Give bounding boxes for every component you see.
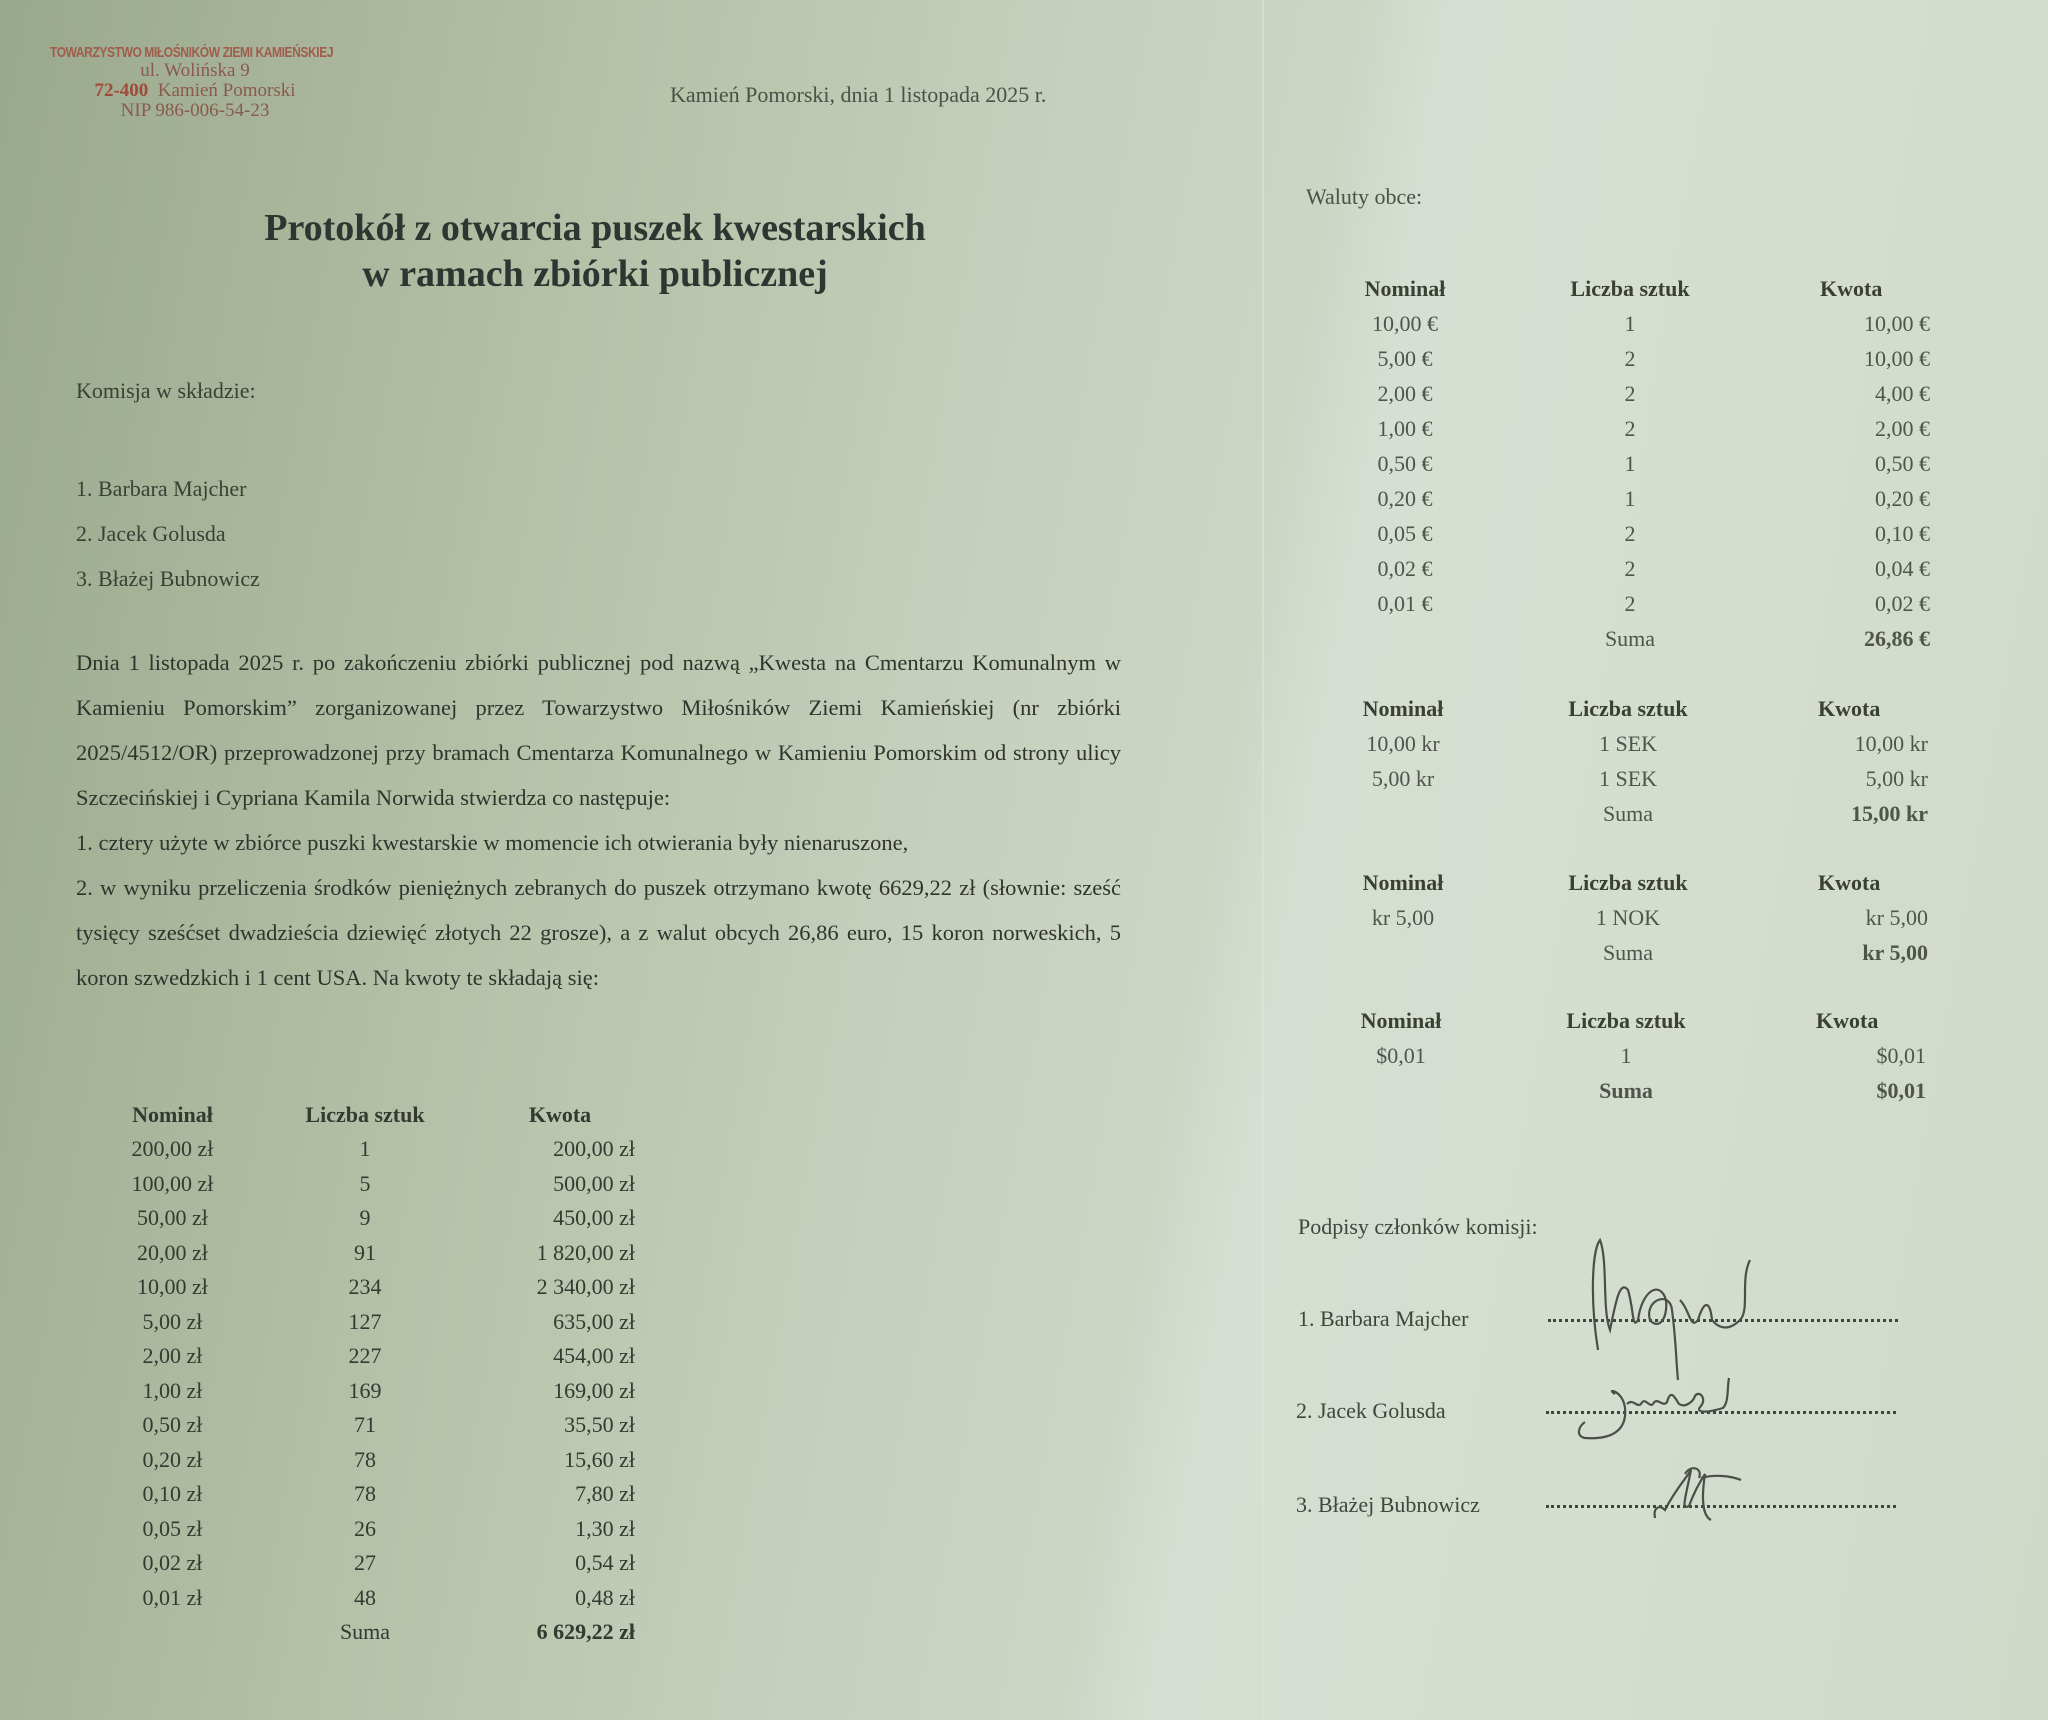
cell-count: 2: [1624, 555, 1636, 581]
table-row: [100, 1132, 635, 1167]
cell-amount: 4,00 €: [1875, 380, 1930, 406]
table-row: [1330, 586, 1930, 621]
sum-label: Suma: [339, 1619, 391, 1645]
stamp-postal-code: 72-400: [94, 80, 149, 101]
committee-label: Komisja w składzie:: [76, 378, 256, 403]
cell-amount: 0,50 €: [1875, 450, 1930, 476]
header-nominal: Nominał: [1362, 870, 1444, 895]
cell-count: 227: [348, 1343, 382, 1369]
cell-count: 1: [1624, 310, 1636, 336]
cell-count: 1: [1624, 485, 1636, 511]
sek-table-body: [1328, 726, 1928, 831]
table-row: [1326, 1038, 1926, 1073]
cell-nominal: 0,02 €: [1377, 555, 1433, 581]
organization-stamp: [50, 44, 340, 121]
table-row: [1328, 761, 1928, 796]
body-point-1: 1. cztery użyte w zbiórce puszki kwestarskie w momencie ich otwierania były nienaruszone,: [76, 830, 909, 855]
stamp-city-line: [50, 81, 340, 101]
table-header-row: [100, 1098, 635, 1132]
cell-count: 71: [354, 1412, 376, 1438]
sek-table: [1328, 692, 1928, 831]
table-row: [1328, 726, 1928, 761]
sum-row: [100, 1615, 635, 1650]
cell-nominal: 10,00 kr: [1366, 730, 1440, 756]
header-count: Liczba sztuk: [305, 1102, 425, 1127]
cell-count: 1: [1624, 450, 1636, 476]
signature-member-name: 3. Błażej Bubnowicz: [1296, 1492, 1480, 1517]
pln-table-body: [100, 1132, 635, 1650]
cell-count: 48: [354, 1584, 376, 1610]
sum-row: [1328, 935, 1928, 970]
cell-amount: 1,30 zł: [575, 1515, 635, 1541]
sum-label: Suma: [1604, 625, 1656, 651]
cell-nominal: 20,00 zł: [137, 1239, 208, 1265]
cell-nominal: 1,00 €: [1377, 415, 1433, 441]
table-row: [1330, 376, 1930, 411]
sum-label: Suma: [1602, 939, 1654, 965]
cell-count: 1 SEK: [1598, 765, 1658, 791]
signature-member-name: 1. Barbara Majcher: [1298, 1306, 1469, 1331]
sum-total: 15,00 kr: [1851, 800, 1928, 826]
table-row: [100, 1236, 635, 1271]
handwritten-signature-golusda: [1575, 1378, 1755, 1458]
cell-nominal: 0,02 zł: [142, 1550, 203, 1576]
cell-nominal: 5,00 kr: [1371, 765, 1435, 791]
table-row: [100, 1408, 635, 1443]
table-row: [100, 1443, 635, 1478]
cell-count: 2: [1624, 590, 1636, 616]
cell-nominal: 0,05 zł: [142, 1515, 203, 1541]
cell-count: 127: [348, 1308, 382, 1334]
stamp-nip: NIP 986-006-54-23: [120, 100, 270, 121]
table-row: [1328, 900, 1928, 935]
cell-amount: 35,50 zł: [564, 1412, 635, 1438]
cell-amount: 169,00 zł: [553, 1377, 635, 1403]
usd-table-body: [1326, 1038, 1926, 1108]
foreign-currencies-label: Waluty obce:: [1306, 184, 1423, 209]
handwritten-signature-majcher: [1580, 1240, 1840, 1400]
stamp-street: ul. Wolińska 9: [140, 60, 250, 81]
header-amount: Kwota: [1818, 870, 1881, 895]
sum-row: [1328, 796, 1928, 831]
sum-label: Suma: [1602, 800, 1654, 826]
cell-nominal: 0,01 €: [1377, 590, 1433, 616]
place-date: Kamień Pomorski, dnia 1 listopada 2025 r.: [670, 82, 1047, 107]
cell-amount: 15,60 zł: [564, 1446, 635, 1472]
document-title: [160, 205, 1030, 297]
committee-member: 1. Barbara Majcher: [76, 476, 247, 501]
cell-amount: 635,00 zł: [553, 1308, 635, 1334]
nok-table-body: [1328, 900, 1928, 970]
cell-amount: 0,54 zł: [575, 1550, 635, 1576]
cell-nominal: 0,05 €: [1377, 520, 1433, 546]
cell-amount: 0,48 zł: [575, 1584, 635, 1610]
cell-nominal: 10,00 €: [1372, 310, 1438, 336]
header-count: Liczba sztuk: [1568, 696, 1688, 721]
stamp-organization: TOWARZYSTWO MIŁOŚNIKÓW ZIEMI KAMIEŃSKIEJ: [50, 44, 334, 61]
cell-nominal: [1328, 796, 1478, 831]
header-count: Liczba sztuk: [1570, 276, 1690, 301]
cell-nominal: 100,00 zł: [131, 1170, 214, 1196]
committee-members: [76, 466, 260, 601]
cell-nominal: kr 5,00: [1371, 904, 1435, 930]
cell-nominal: 0,50 zł: [142, 1412, 203, 1438]
cell-nominal: 200,00 zł: [131, 1136, 214, 1162]
table-header-row: [1330, 272, 1930, 306]
signatures-label: Podpisy członków komisji:: [1298, 1214, 1538, 1239]
cell-count: 169: [348, 1377, 382, 1403]
sum-label: Suma: [1599, 1077, 1653, 1103]
table-row: [1330, 516, 1930, 551]
header-nominal: Nominał: [1360, 1008, 1442, 1033]
header-count: Liczba sztuk: [1568, 870, 1688, 895]
cell-amount: 1 820,00 zł: [536, 1239, 635, 1265]
eur-table: [1330, 272, 1930, 656]
sum-total: $0,01: [1876, 1077, 1926, 1103]
header-amount: Kwota: [1818, 696, 1881, 721]
header-amount: Kwota: [1820, 276, 1883, 301]
cell-count: 1 SEK: [1598, 730, 1658, 756]
cell-nominal: [1326, 1073, 1476, 1108]
cell-nominal: 10,00 zł: [137, 1274, 208, 1300]
cell-nominal: 0,10 zł: [142, 1481, 203, 1507]
cell-count: 234: [348, 1274, 382, 1300]
cell-amount: 2,00 €: [1875, 415, 1930, 441]
cell-nominal: 0,20 €: [1377, 485, 1433, 511]
cell-nominal: $0,01: [1376, 1042, 1426, 1068]
cell-nominal: 5,00 €: [1377, 345, 1433, 371]
cell-count: 5: [359, 1170, 371, 1196]
table-row: [100, 1270, 635, 1305]
cell-amount: 7,80 zł: [575, 1481, 635, 1507]
cell-amount: 200,00 zł: [553, 1136, 635, 1162]
sum-total: kr 5,00: [1862, 939, 1928, 965]
committee-member: 2. Jacek Golusda: [76, 521, 226, 546]
body-point-2: 2. w wyniku przeliczenia środków pieniężnych zebranych do puszek otrzymano kwotę 6629,22 zł (słownie: sześć tysięcy sześćset dwadzieścia dziewięć złotych 22 grosze), a z walut obcych 26,86 euro, 15 koron norweskich, 5 koron szwedzkich i 1 cent USA. Na kwoty te składają się:: [76, 875, 1121, 990]
sum-row: [1326, 1073, 1926, 1108]
table-header-row: [1328, 692, 1928, 726]
page-fold: [1262, 0, 1264, 1720]
handwritten-signature-bubnowicz: [1645, 1460, 1765, 1530]
nok-table: [1328, 866, 1928, 970]
cell-count: 27: [354, 1550, 376, 1576]
body-paragraph: Dnia 1 listopada 2025 r. po zakończeniu zbiórki publicznej pod nazwą „Kwesta na Cmentarzu Komunalnym w Kamieniu Pomorskim” zorganizowanej przez Towarzystwo Miłośników Ziemi Kamieńskiej (nr zbiórki 2025/4512/OR) przeprowadzonej przy bramach Cmentarza Komunalnego w Kamieniu Pomorskim od strony ulicy Szczecińskiej i Cypriana Kamila Norwida stwierdza co następuje:: [76, 650, 1121, 810]
cell-amount: kr 5,00: [1865, 904, 1928, 930]
cell-nominal: 2,00 €: [1377, 380, 1433, 406]
protocol-body: [76, 640, 1121, 1000]
eur-table-body: [1330, 306, 1930, 656]
header-amount: Kwota: [1816, 1008, 1879, 1033]
cell-nominal: 2,00 zł: [142, 1343, 203, 1369]
cell-count: 1: [359, 1136, 371, 1162]
cell-amount: 10,00 €: [1864, 310, 1930, 336]
table-row: [100, 1339, 635, 1374]
table-row: [100, 1374, 635, 1409]
table-row: [1330, 481, 1930, 516]
table-row: [1330, 341, 1930, 376]
sum-total: 6 629,22 zł: [536, 1619, 635, 1645]
table-row: [1330, 306, 1930, 341]
cell-count: 78: [354, 1446, 376, 1472]
table-row: [100, 1546, 635, 1581]
header-nominal: Nominał: [1362, 696, 1444, 721]
cell-count: 1: [1620, 1042, 1632, 1068]
title-line-1: Protokół z otwarcia puszek kwestarskich: [264, 207, 926, 249]
table-row: [100, 1512, 635, 1547]
table-row: [100, 1201, 635, 1236]
cell-count: 26: [354, 1515, 376, 1541]
cell-amount: 0,04 €: [1875, 555, 1930, 581]
table-header-row: [1328, 866, 1928, 900]
table-header-row: [1326, 1004, 1926, 1038]
cell-nominal: [100, 1615, 245, 1650]
cell-amount: 5,00 kr: [1865, 765, 1928, 791]
pln-table: [100, 1098, 635, 1650]
usd-table: [1326, 1004, 1926, 1108]
cell-nominal: 5,00 zł: [142, 1308, 203, 1334]
cell-nominal: 0,01 zł: [142, 1584, 203, 1610]
cell-count: 78: [354, 1481, 376, 1507]
committee-member: 3. Błażej Bubnowicz: [76, 566, 260, 591]
table-row: [100, 1305, 635, 1340]
signature-row: [1296, 1492, 1896, 1518]
cell-amount: $0,01: [1876, 1042, 1926, 1068]
table-row: [1330, 446, 1930, 481]
cell-amount: 0,02 €: [1875, 590, 1930, 616]
sum-row: [1330, 621, 1930, 656]
cell-count: 2: [1624, 345, 1636, 371]
cell-nominal: 50,00 zł: [137, 1205, 208, 1231]
cell-amount: 2 340,00 zł: [536, 1274, 635, 1300]
table-row: [1330, 551, 1930, 586]
stamp-city: Kamień Pomorski: [157, 80, 296, 101]
cell-count: 2: [1624, 520, 1636, 546]
cell-amount: 450,00 zł: [553, 1205, 635, 1231]
table-row: [100, 1167, 635, 1202]
header-count: Liczba sztuk: [1566, 1008, 1686, 1033]
header-amount: Kwota: [528, 1102, 592, 1127]
cell-amount: 10,00 €: [1864, 345, 1930, 371]
cell-count: 91: [354, 1239, 376, 1265]
cell-count: 2: [1624, 415, 1636, 441]
cell-nominal: 1,00 zł: [142, 1377, 203, 1403]
header-nominal: Nominał: [132, 1102, 213, 1127]
signature-member-name: 2. Jacek Golusda: [1296, 1398, 1446, 1423]
cell-count: 9: [359, 1205, 371, 1231]
cell-nominal: 0,20 zł: [142, 1446, 203, 1472]
table-row: [100, 1581, 635, 1616]
cell-nominal: 0,50 €: [1377, 450, 1433, 476]
table-row: [100, 1477, 635, 1512]
title-line-2: w ramach zbiórki publicznej: [362, 253, 828, 295]
cell-nominal: [1328, 935, 1478, 970]
cell-amount: 0,10 €: [1875, 520, 1930, 546]
cell-amount: 500,00 zł: [553, 1170, 635, 1196]
header-nominal: Nominał: [1364, 276, 1446, 301]
cell-count: 1 NOK: [1595, 904, 1661, 930]
cell-amount: 454,00 zł: [553, 1343, 635, 1369]
cell-count: 2: [1624, 380, 1636, 406]
cell-amount: 0,20 €: [1875, 485, 1930, 511]
cell-nominal: [1330, 621, 1480, 656]
sum-total: 26,86 €: [1864, 625, 1930, 651]
table-row: [1330, 411, 1930, 446]
cell-amount: 10,00 kr: [1854, 730, 1928, 756]
